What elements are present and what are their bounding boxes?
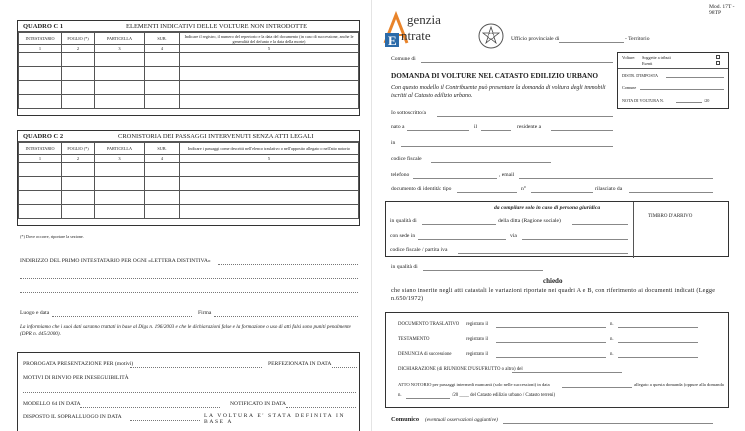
ufficio-label: Ufficio provinciale di — [511, 36, 560, 42]
traslativo-n-field[interactable] — [618, 327, 698, 328]
testamento-data-field[interactable] — [496, 342, 606, 343]
comunico-field[interactable] — [503, 423, 713, 424]
firma-label: Firma — [198, 310, 212, 316]
sede-label: con sede in — [390, 233, 416, 239]
logo-text-bottom: ntrate — [401, 28, 431, 43]
model-code: Mod. 17T - 98TP — [709, 4, 735, 16]
comune-side-label: Comune — [622, 85, 637, 90]
territorio-label: - Territorio — [625, 36, 650, 42]
num-3: 3 — [95, 155, 145, 163]
quadro-c2 — [17, 130, 360, 226]
nato-field[interactable] — [407, 130, 469, 131]
num-5: 5 — [180, 45, 359, 53]
form-intro: Con questo modello il Contribuente può presentare la domanda di voltura degli immobili iscritti al Catasto edilizio urbano. — [391, 85, 606, 99]
col-documento: Indicare il registro, il numero del repertorio e la data del documento (in caso di successione, anche le generalità del defunto e la data della morte) — [180, 33, 359, 45]
qualita-field[interactable] — [423, 270, 543, 271]
modello-field[interactable] — [80, 407, 220, 408]
documento-tipo-field[interactable] — [457, 192, 517, 193]
rilasciato-label: rilasciato da — [595, 186, 623, 192]
ditta-field[interactable] — [572, 224, 628, 225]
num-5: 5 — [180, 155, 359, 163]
in-label: in — [391, 140, 396, 146]
via-label: via — [510, 233, 517, 239]
num-1: 1 — [19, 155, 62, 163]
disposto-label: DISPOSTO IL SOPRALLUOGO IN DATA — [23, 414, 122, 420]
col-particella: PARTICELLA — [95, 143, 145, 155]
denuncia-label: DENUNCIA di successione — [398, 352, 452, 357]
quadro-c1-label: QUADRO C 1 — [23, 23, 64, 30]
nota-label: NOTA DI VOLTURA N. — [622, 98, 665, 103]
registrato-label-2: registrato il — [466, 337, 488, 342]
footnote: (*) Dove occorre, riportare la sezione. — [20, 234, 84, 239]
documento-n-field[interactable] — [531, 192, 593, 193]
indirizzo-field-3[interactable] — [20, 292, 358, 293]
il-field[interactable] — [481, 130, 511, 131]
chiedo-text: che siano inserite negli atti catastali le variazioni riportate nei quadri A e B, con riferimento ai documenti indicati (Legge n.650/1972) — [391, 287, 716, 302]
indirizzo-label: INDIRIZZO DEL PRIMO INTESTATARIO PER OGNI «LETTERA DISTINTIVA» — [20, 258, 211, 264]
distr-field[interactable] — [666, 77, 724, 78]
testamento-label: TESTAMENTO — [398, 337, 430, 342]
table-row[interactable] — [19, 53, 359, 67]
num-2: 2 — [62, 155, 95, 163]
quadro-c2-table — [18, 142, 359, 219]
num-3: 3 — [95, 45, 145, 53]
cf-piva-field[interactable] — [458, 253, 628, 254]
residente-label: residente a — [517, 124, 542, 130]
traslativo-data-field[interactable] — [496, 327, 606, 328]
logo-text-top: genzia — [407, 12, 441, 27]
denuncia-data-field[interactable] — [496, 357, 606, 358]
office-side-box — [617, 52, 729, 109]
nota-suffix: /20 — [704, 98, 710, 103]
ufficio-field[interactable] — [559, 42, 624, 43]
privacy-note: La informiamo che i suoi dati saranno trattati in base al Dlgs n. 196/2003 e che le dichiarazioni false e la formazione o uso di atti falsi sono puniti penalmente (DPR n. 445/2000). — [20, 324, 351, 337]
num-2: 2 — [62, 45, 95, 53]
cf-piva-label: codice fiscale / partita iva — [390, 247, 448, 253]
num-1: 1 — [19, 45, 62, 53]
luogo-data-label: Luogo e data — [20, 310, 50, 316]
dichiarazione-field[interactable] — [512, 372, 622, 373]
comunico-note: (eventuali osservazioni aggiuntive) — [425, 417, 498, 423]
col-passaggi: Indicare i passaggi come descritti nell'elenco traslativo o nell'apposito allegato o nell'atto notorio — [180, 143, 359, 155]
timbro-divider — [633, 202, 634, 258]
allegato-label: allegato a questa domanda (oppure alla domanda — [634, 382, 724, 387]
perfezionata-label: PERFEZIONATA IN DATA — [268, 361, 332, 367]
traslativo-label: DOCUMENTO TRASLATIVO — [398, 322, 460, 327]
via-field[interactable] — [522, 239, 628, 240]
atto-n-label: n. — [398, 393, 402, 398]
atto-notorio-label: ATTO NOTORIO per passaggi intermedi mancanti (solo nelle successioni) in data — [398, 382, 550, 387]
col-sub: SUB. — [145, 143, 180, 155]
quadro-c1 — [17, 20, 360, 116]
col-particella: PARTICELLA — [95, 33, 145, 45]
table-row[interactable] — [19, 95, 359, 109]
sottoscritto-label: Io sottoscritto/a — [391, 110, 426, 116]
denuncia-n-field[interactable] — [618, 357, 698, 358]
num-4: 4 — [145, 155, 180, 163]
denuncia-n-label: n. — [610, 352, 614, 357]
documento-label: documento di identità: tipo — [391, 186, 452, 192]
comune-side-field[interactable] — [640, 89, 724, 90]
table-row[interactable] — [19, 81, 359, 95]
il-label: il — [474, 124, 478, 130]
table-row[interactable] — [19, 191, 359, 205]
left-page — [0, 0, 372, 431]
quadro-c2-title: CRONISTORIA DEI PASSAGGI INTERVENUTI SENZA ATTI LEGALI — [118, 133, 314, 140]
soggette-checkbox[interactable] — [716, 55, 720, 59]
firma-field[interactable] — [214, 316, 358, 317]
form-title: DOMANDA DI VOLTURE NEL CATASTO EDILIZIO URBANO — [391, 71, 599, 80]
residente-field[interactable] — [551, 130, 613, 131]
indirizzo-field[interactable] — [218, 264, 358, 265]
codice-fiscale-field[interactable] — [431, 162, 551, 163]
documents-box — [385, 312, 729, 408]
volture-label: Volture: — [622, 55, 636, 60]
atto-n-field[interactable] — [406, 398, 450, 399]
voltura-label: LA VOLTURA E' STATA DEFINITA IN BASE A — [204, 413, 346, 425]
giuridica-qualita-field[interactable] — [422, 224, 496, 225]
svg-text:E: E — [388, 33, 397, 47]
disposto-field[interactable] — [130, 420, 200, 421]
sede-field[interactable] — [418, 239, 506, 240]
comune-field[interactable] — [421, 62, 613, 63]
proroga-field[interactable] — [130, 367, 262, 368]
luogo-data-field[interactable] — [52, 316, 192, 317]
esenti-label: Esenti — [642, 61, 653, 66]
modello-label: MODELLO 64 IN DATA — [23, 401, 81, 407]
nato-label: nato a — [391, 124, 405, 130]
comune-label: Comune di — [391, 56, 416, 62]
perfezionata-field[interactable] — [332, 367, 357, 368]
col-intestatario: INTESTATARIO — [19, 143, 62, 155]
table-row[interactable] — [19, 67, 359, 81]
telefono-label: telefono — [391, 172, 410, 178]
catasto-label: /20 ____ del Catasto edilizio urbano / Catasto terreni) — [452, 393, 556, 398]
qualita-label: in qualità di — [391, 264, 418, 270]
persona-giuridica-box — [385, 201, 729, 257]
email-field[interactable] — [519, 178, 713, 179]
telefono-field[interactable] — [413, 178, 497, 179]
distr-label: DISTR. D'IMPOSTA — [622, 73, 659, 78]
col-foglio: FOGLIO (*) — [62, 143, 95, 155]
notificato-label: NOTIFICATO IN DATA — [230, 401, 287, 407]
comunico-label: Comunico — [391, 416, 420, 423]
ditta-label: della ditta (Ragione sociale) — [498, 218, 561, 224]
col-foglio: FOGLIO (*) — [62, 33, 95, 45]
email-label: , email — [499, 172, 515, 178]
col-intestatario: INTESTATARIO — [19, 33, 62, 45]
right-page — [373, 0, 745, 431]
proroga-label: PROROGATA PRESENTAZIONE PER (motivi) — [23, 361, 134, 367]
nota-field[interactable] — [676, 102, 702, 103]
table-row[interactable] — [19, 177, 359, 191]
esenti-checkbox[interactable] — [716, 61, 720, 65]
sottoscritto-field[interactable] — [437, 116, 613, 117]
testamento-n-field[interactable] — [618, 342, 698, 343]
col-sub: SUB. — [145, 33, 180, 45]
soggette-label: Soggette a tributi — [642, 55, 671, 60]
repubblica-emblem-icon — [477, 22, 505, 55]
quadro-c1-title: ELEMENTI INDICATIVI DELLE VOLTURE NON INTRODOTTE — [126, 23, 308, 30]
office-box — [17, 352, 360, 431]
registrato-label-3: registrato il — [466, 352, 488, 357]
codice-fiscale-label: codice fiscale — [391, 156, 422, 162]
in-field[interactable] — [401, 146, 613, 147]
num-4: 4 — [145, 45, 180, 53]
giuridica-qualita-label: in qualità di — [390, 218, 417, 224]
table-row[interactable] — [19, 163, 359, 177]
quadro-c2-label: QUADRO C 2 — [23, 133, 64, 140]
registrato-label-1: registrato il — [466, 322, 488, 327]
quadro-c1-table — [18, 32, 359, 109]
giuridica-title: da compilare solo in caso di persona giuridica — [494, 205, 601, 211]
traslativo-n-label: n. — [610, 322, 614, 327]
indirizzo-field-2[interactable] — [20, 278, 358, 279]
table-row[interactable] — [19, 205, 359, 219]
dichiarazione-label: DICHIARAZIONE (di RIUNIONE D'USUFRUTTO o altro) del — [398, 367, 523, 372]
chiedo-label: chiedo — [543, 277, 563, 285]
doc-n-label: n° — [521, 186, 527, 192]
testamento-n-label: n. — [610, 337, 614, 342]
notificato-field[interactable] — [286, 407, 356, 408]
timbro-label: TIMBRO D'ARRIVO — [648, 214, 693, 219]
atto-notorio-field[interactable] — [562, 387, 632, 388]
motivi-label: MOTIVI DI RINVIO PER INESEGUIBILITÀ — [23, 375, 129, 381]
rilasciato-field[interactable] — [629, 192, 713, 193]
agenzia-entrate-logo — [383, 11, 483, 47]
motivi-field[interactable] — [23, 392, 356, 393]
